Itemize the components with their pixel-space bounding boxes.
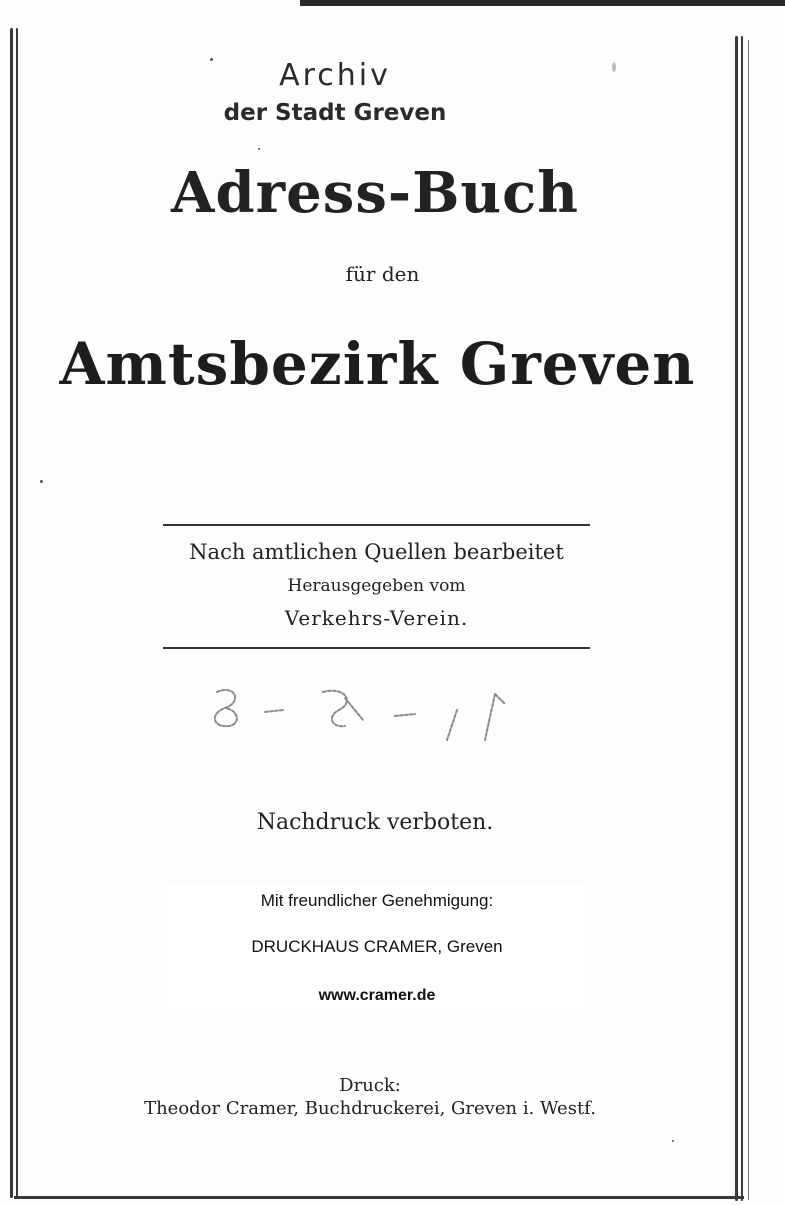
- divider-top: [163, 524, 590, 526]
- permission-line-1: Mit freundlicher Genehmigung:: [260, 891, 494, 910]
- permission-url: www.cramer.de: [318, 987, 436, 1004]
- scan-speck: [258, 148, 260, 150]
- imprint-line-1: Nach amtlichen Quellen bearbeitet: [189, 540, 564, 564]
- scan-speck: [210, 58, 213, 61]
- archive-stamp-line-2: der Stadt Greven: [223, 100, 447, 126]
- permission-line-2: DRUCKHAUS CRAMER, Greven: [251, 937, 503, 956]
- archive-stamp-line-1: Archiv: [279, 58, 391, 93]
- printer-label: Druck:: [339, 1075, 401, 1096]
- scan-speck: [672, 1140, 674, 1142]
- permission-overlay: [168, 885, 586, 1009]
- imprint-line-3: Verkehrs-Verein.: [284, 606, 469, 630]
- book-subject: Amtsbezirk Greven: [59, 330, 696, 398]
- book-title: Adress-Buch: [171, 160, 579, 226]
- scan-speck: [612, 62, 616, 72]
- printer-name: Theodor Cramer, Buchdruckerei, Greven i. Westf.: [144, 1098, 596, 1119]
- title-connector: für den: [345, 262, 420, 286]
- bottom-border: [14, 1196, 744, 1199]
- imprint-line-2: Herausgegeben vom: [287, 576, 466, 596]
- scan-speck: [40, 480, 43, 483]
- reprint-notice: Nachdruck verboten.: [256, 810, 494, 835]
- scan-top-edge: [300, 0, 785, 6]
- divider-bottom: [163, 647, 590, 649]
- handwritten-note: [195, 680, 535, 750]
